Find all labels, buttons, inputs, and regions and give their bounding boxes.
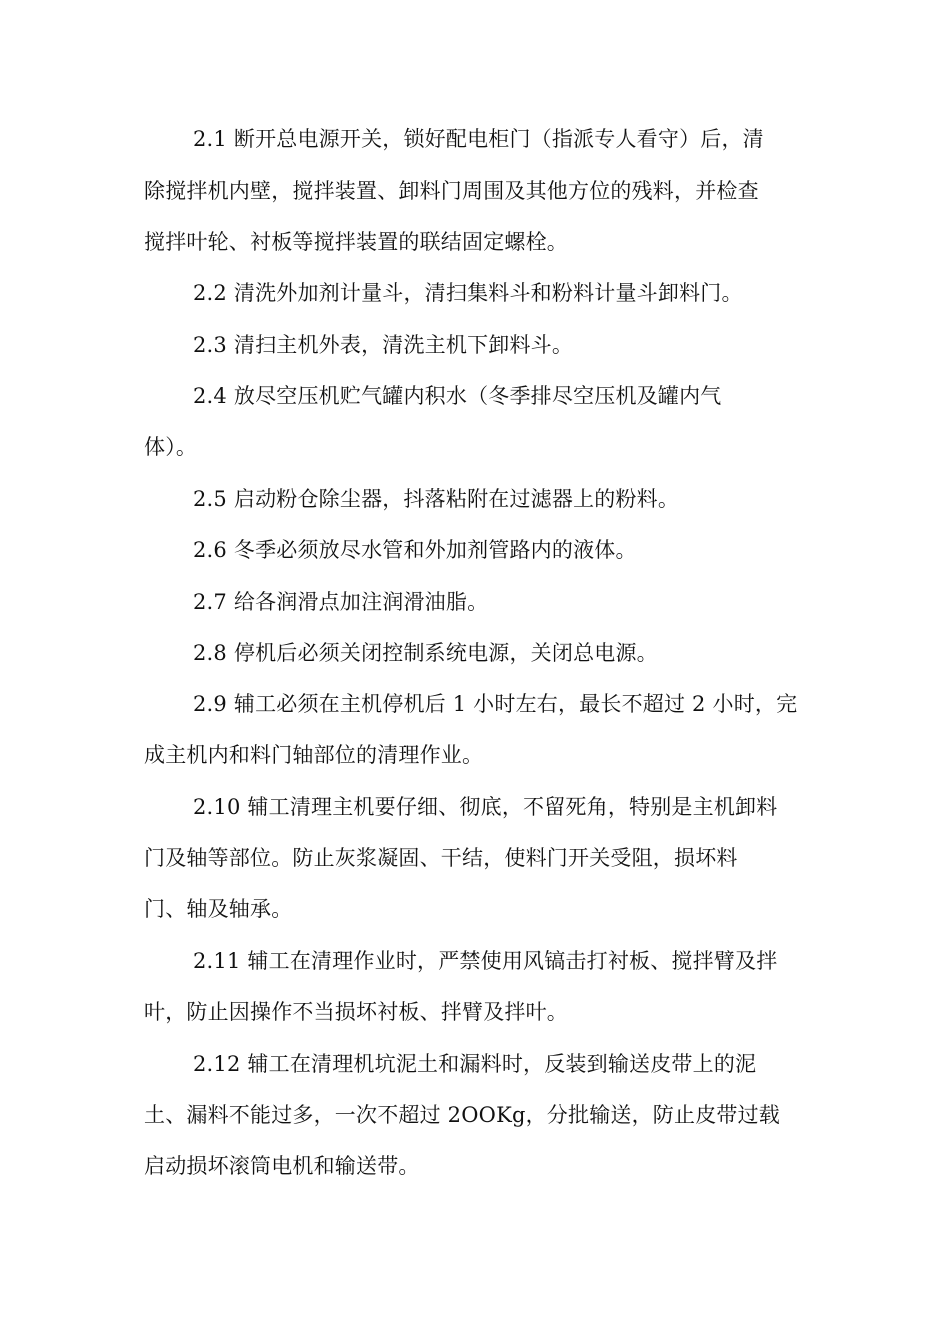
text-line: 搅拌叶轮、衬板等搅拌装置的联结固定螺栓。 [144, 230, 568, 254]
text-line-2-7: 2.7 给各润滑点加注润滑油脂。 [193, 590, 489, 614]
text-line: 体）。 [144, 435, 198, 459]
text-line: 成主机内和料门轴部位的清理作业。 [144, 743, 484, 767]
text-line: 启动损坏滚筒电机和输送带。 [144, 1154, 420, 1178]
text-line-2-8: 2.8 停机后必须关闭控制系统电源，关闭总电源。 [193, 641, 658, 665]
text-line-2-10: 2.10 辅工清理主机要仔细、彻底，不留死角，特别是主机卸料 [193, 795, 778, 819]
text-line-2-9: 2.9 辅工必须在主机停机后 1 小时左右，最长不超过 2 小时，完 [193, 692, 798, 716]
text-line-2-11: 2.11 辅工在清理作业时，严禁使用风镐击打衬板、搅拌臂及拌 [193, 949, 778, 973]
text-line: 土、漏料不能过多，一次不超过 2OOKg，分批输送，防止皮带过载 [144, 1103, 780, 1127]
text-line-2-2: 2.2 清洗外加剂计量斗，清扫集料斗和粉料计量斗卸料门。 [193, 281, 743, 305]
text-line-2-4: 2.4 放尽空压机贮气罐内积水（冬季排尽空压机及罐内气 [193, 384, 722, 408]
text-line: 门及轴等部位。防止灰浆凝固、干结，使料门开关受阻，损坏料 [144, 846, 738, 870]
text-line-2-1: 2.1 断开总电源开关，锁好配电柜门（指派专人看守）后，清 [193, 127, 764, 151]
text-line-2-12: 2.12 辅工在清理机坑泥土和漏料时，反装到输送皮带上的泥 [193, 1052, 757, 1076]
text-line-2-6: 2.6 冬季必须放尽水管和外加剂管路内的液体。 [193, 538, 637, 562]
text-line: 门、轴及轴承。 [144, 897, 293, 921]
text-line: 除搅拌机内壁，搅拌装置、卸料门周围及其他方位的残料，并检查 [144, 179, 759, 203]
text-line-2-5: 2.5 启动粉仓除尘器，抖落粘附在过滤器上的粉料。 [193, 487, 680, 511]
text-line: 叶，防止因操作不当损坏衬板、拌臂及拌叶。 [144, 1000, 568, 1024]
text-line-2-3: 2.3 清扫主机外表，清洗主机下卸料斗。 [193, 333, 574, 357]
